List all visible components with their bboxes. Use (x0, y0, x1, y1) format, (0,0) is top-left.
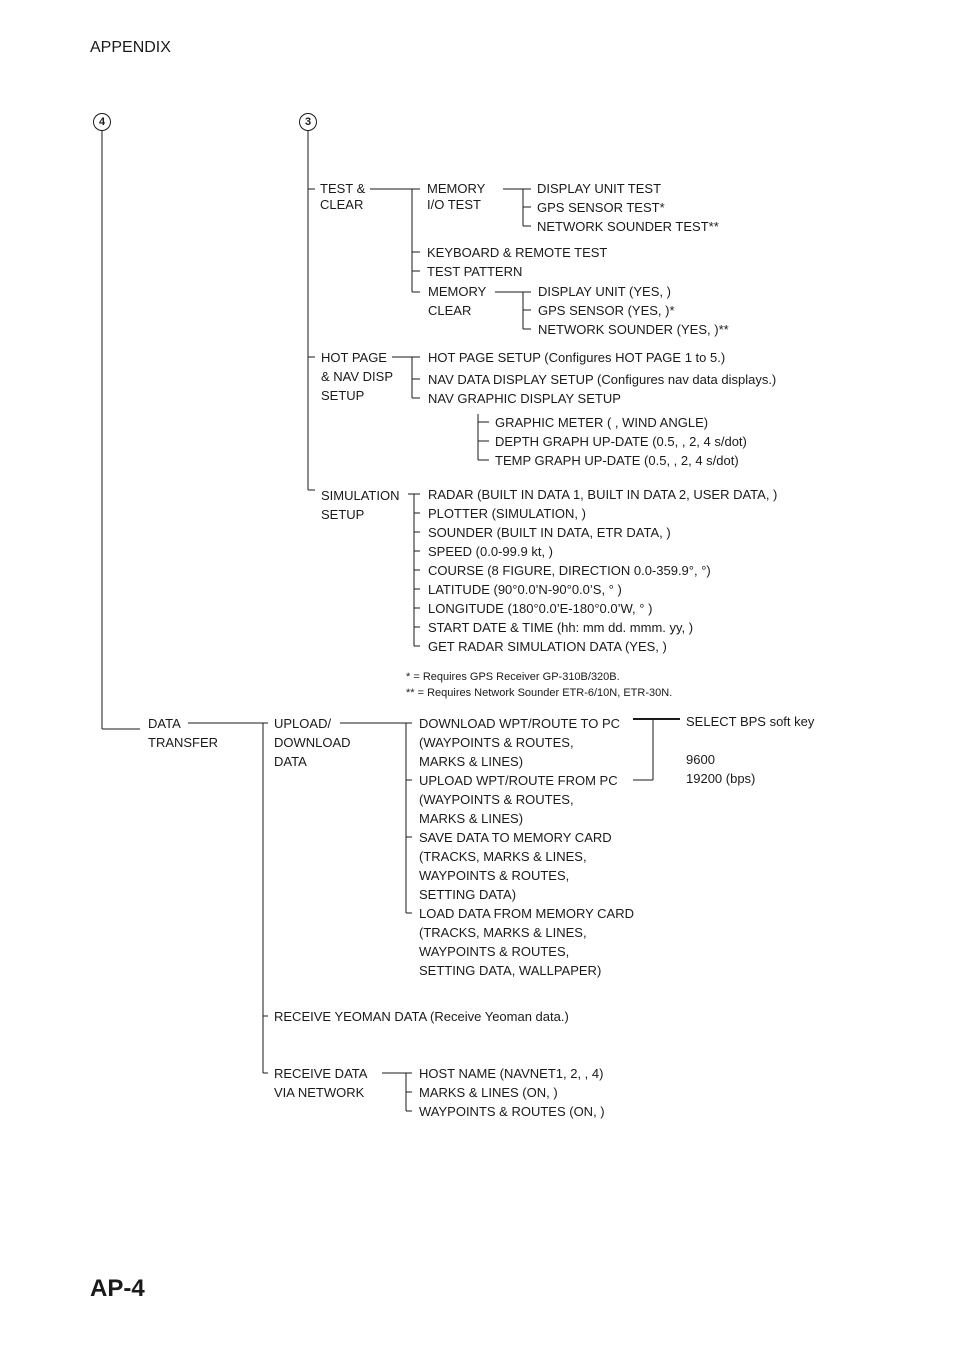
menu-item: NETWORK SOUNDER TEST** (537, 219, 719, 234)
simulation-label-2: SETUP (321, 507, 365, 522)
menu-item: GET RADAR SIMULATION DATA (YES, ) (428, 639, 667, 654)
upload-download-label-3: DATA (274, 754, 307, 769)
test-clear-label-1: TEST & (320, 181, 366, 196)
page-header: APPENDIX (90, 39, 171, 56)
menu-item-detail: (TRACKS, MARKS & LINES, (419, 849, 587, 864)
menu-item: MARKS & LINES (ON, ) (419, 1085, 558, 1100)
menu-item: UPLOAD WPT/ROUTE FROM PC (419, 773, 618, 788)
footnote: ** = Requires Network Sounder ETR-6/10N, ETR-30N. (406, 687, 673, 699)
menu-item: SAVE DATA TO MEMORY CARD (419, 830, 612, 845)
hot-page-label-3: SETUP (321, 388, 365, 403)
menu-item: NAV DATA DISPLAY SETUP (Configures nav data displays.) (428, 372, 777, 387)
hot-page-label-1: HOT PAGE (321, 350, 387, 365)
menu-item: DEPTH GRAPH UP-DATE (0.5, , 2, 4 s/dot) (495, 434, 747, 449)
test-clear-label-2: CLEAR (320, 197, 364, 212)
menu-item: KEYBOARD & REMOTE TEST (427, 245, 608, 260)
menu-item: TEMP GRAPH UP-DATE (0.5, , 2, 4 s/dot) (495, 453, 739, 468)
upload-download-label-1: UPLOAD/ (274, 716, 332, 731)
menu-item: COURSE (8 FIGURE, DIRECTION 0.0-359.9°, °) (428, 563, 711, 578)
receive-network-label-1: RECEIVE DATA (274, 1066, 368, 1081)
menu-item: NAV GRAPHIC DISPLAY SETUP (428, 391, 621, 406)
menu-item: DISPLAY UNIT TEST (537, 181, 662, 196)
menu-item: GPS SENSOR (YES, )* (538, 303, 675, 318)
menu-item-detail: (WAYPOINTS & ROUTES, (419, 735, 574, 750)
menu-item-detail: (WAYPOINTS & ROUTES, (419, 792, 574, 807)
menu-item-detail: SETTING DATA, WALLPAPER) (419, 963, 602, 978)
menu-item: DISPLAY UNIT (YES, ) (538, 284, 671, 299)
menu-item-detail: WAYPOINTS & ROUTES, (419, 868, 570, 883)
menu-item: SPEED (0.0-99.9 kt, ) (428, 544, 553, 559)
menu-item: GRAPHIC METER ( , WIND ANGLE) (495, 415, 709, 430)
menu-item: HOST NAME (NAVNET1, 2, , 4) (419, 1066, 604, 1081)
menu-item-detail: (TRACKS, MARKS & LINES, (419, 925, 587, 940)
bps-option: 9600 (686, 752, 715, 767)
data-transfer-label-2: TRANSFER (148, 735, 219, 750)
data-transfer-label-1: DATA (148, 716, 181, 731)
menu-item: NETWORK SOUNDER (YES, )** (538, 322, 729, 337)
menu-item: PLOTTER (SIMULATION, ) (428, 506, 586, 521)
menu-item: TEST PATTERN (427, 264, 523, 279)
menu-item: DOWNLOAD WPT/ROUTE TO PC (419, 716, 621, 731)
memory-clear-label-2: CLEAR (428, 303, 472, 318)
menu-item: GPS SENSOR TEST* (537, 200, 665, 215)
simulation-label-1: SIMULATION (321, 488, 400, 503)
menu-item-detail: MARKS & LINES) (419, 754, 524, 769)
upload-download-label-2: DOWNLOAD (274, 735, 351, 750)
hot-page-label-2: & NAV DISP (321, 369, 394, 384)
menu-item-detail: MARKS & LINES) (419, 811, 524, 826)
connector-marker-4: 4 (93, 113, 111, 131)
menu-item: START DATE & TIME (hh: mm dd. mmm. yy, ) (428, 620, 694, 635)
menu-item: LATITUDE (90°0.0’N-90°0.0’S, ° ) (428, 582, 622, 597)
menu-item: LOAD DATA FROM MEMORY CARD (419, 906, 635, 921)
memory-clear-label-1: MEMORY (428, 284, 487, 299)
menu-item: WAYPOINTS & ROUTES (ON, ) (419, 1104, 605, 1119)
menu-item: HOT PAGE SETUP (Configures HOT PAGE 1 to 5.) (428, 350, 726, 365)
select-bps-label: SELECT BPS soft key (686, 714, 815, 729)
menu-item: LONGITUDE (180°0.0’E-180°0.0’W, ° ) (428, 601, 653, 616)
menu-item: RECEIVE YEOMAN DATA (Receive Yeoman data.) (274, 1009, 569, 1024)
receive-network-label-2: VIA NETWORK (274, 1085, 365, 1100)
connector-marker-3: 3 (299, 113, 317, 131)
menu-item-detail: SETTING DATA) (419, 887, 517, 902)
menu-item: SOUNDER (BUILT IN DATA, ETR DATA, ) (428, 525, 671, 540)
menu-item-detail: WAYPOINTS & ROUTES, (419, 944, 570, 959)
memory-io-label-1: MEMORY (427, 181, 486, 196)
bps-option: 19200 (bps) (686, 771, 756, 786)
memory-io-label-2: I/O TEST (427, 197, 481, 212)
footnote: * = Requires GPS Receiver GP-310B/320B. (406, 671, 620, 683)
menu-item: RADAR (BUILT IN DATA 1, BUILT IN DATA 2, USER DATA, ) (428, 487, 778, 502)
page-number: AP-4 (90, 1275, 145, 1302)
